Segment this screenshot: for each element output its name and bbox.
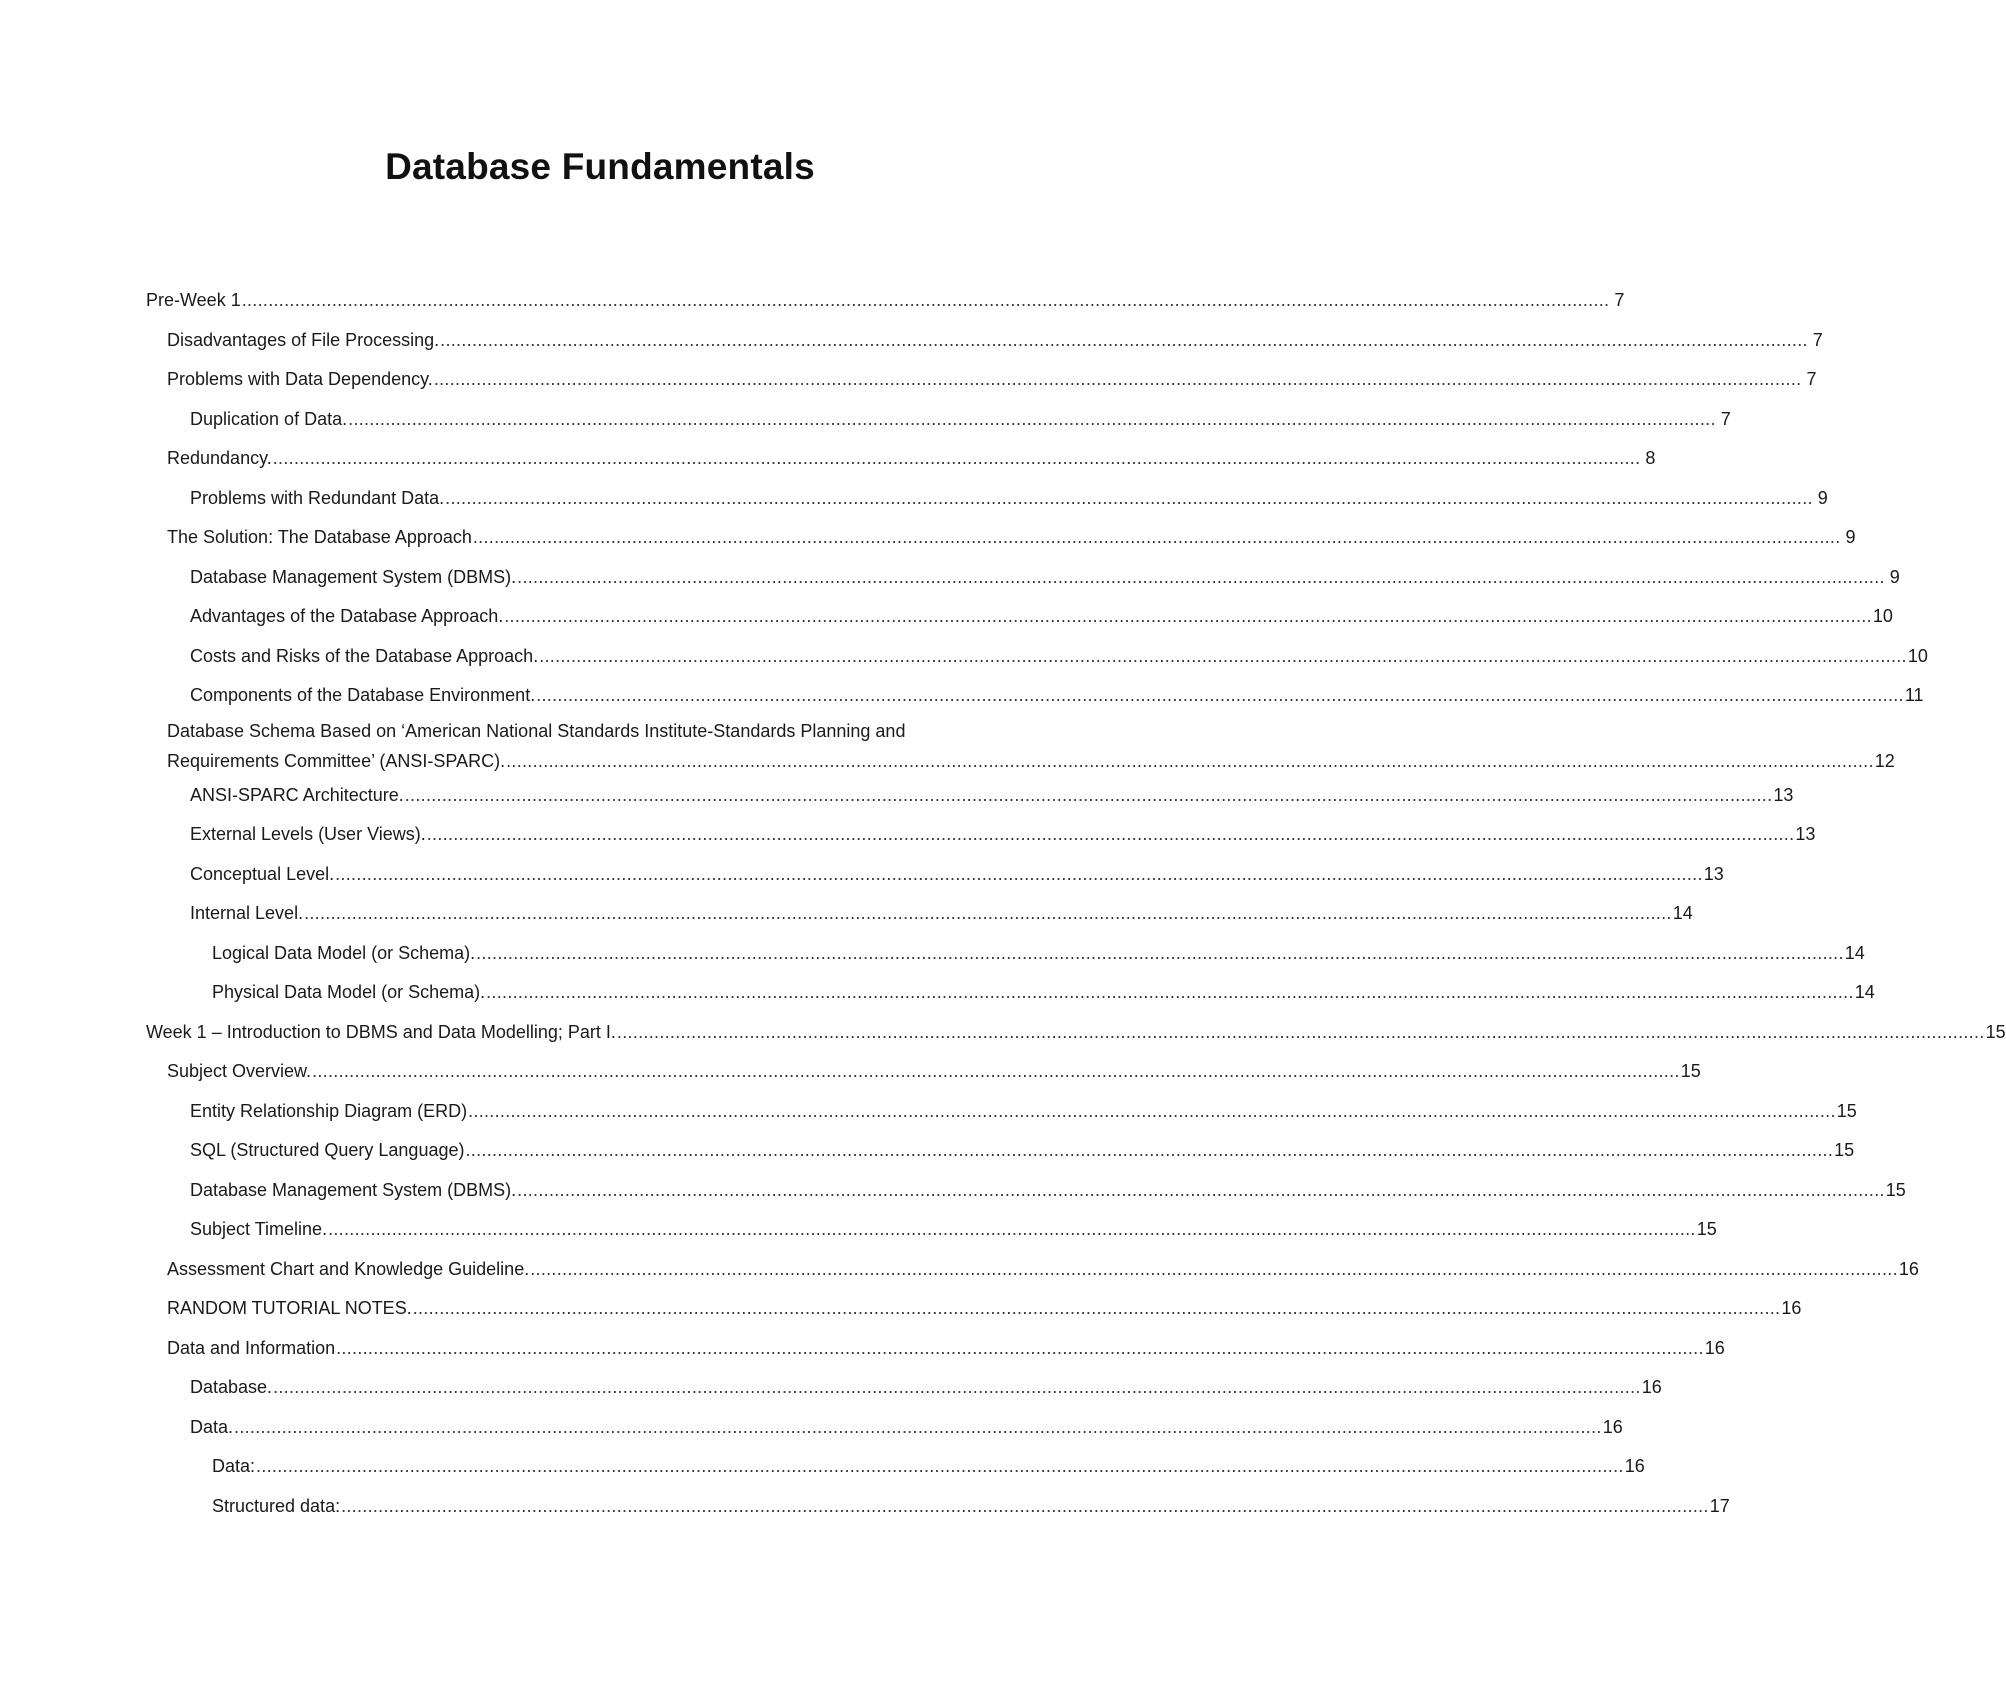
toc-entry[interactable]	[146, 1092, 1857, 1132]
toc-entry[interactable]	[146, 518, 1856, 558]
toc-entry-page: 15	[1985, 1021, 2006, 1042]
toc-entry-page: 15	[1696, 1219, 1717, 1239]
toc-entry-label-line1: Database Schema Based on ‘American National Standards Institute-Standards Planning and	[167, 720, 906, 741]
toc-entry[interactable]	[146, 776, 1794, 816]
toc-entry-page: 15	[1834, 1140, 1855, 1160]
toc-dot-leader	[506, 746, 1874, 776]
toc-dot-leader	[445, 479, 1813, 519]
toc-dot-leader	[336, 1329, 1704, 1369]
toc-dot-leader	[486, 973, 1854, 1013]
toc-entry-page: 15	[1836, 1100, 1857, 1121]
toc-entry[interactable]	[146, 894, 1693, 934]
toc-dot-leader	[341, 1487, 1709, 1527]
toc-entry-page: 16	[1602, 1416, 1623, 1437]
toc-entry[interactable]	[146, 479, 1828, 519]
toc-entry-page: 16	[1781, 1298, 1802, 1318]
toc-entry-label: ANSI-SPARC Architecture.	[190, 784, 404, 805]
toc-dot-leader	[312, 1052, 1680, 1092]
toc-dot-leader	[413, 1289, 1781, 1329]
toc-dot-leader	[434, 360, 1802, 400]
toc-entry-page: 13	[1703, 863, 1724, 884]
toc-entry[interactable]	[146, 360, 1817, 400]
toc-entry[interactable]	[146, 676, 1924, 716]
toc-dot-leader	[536, 676, 1904, 716]
toc-entry-label: RANDOM TUTORIAL NOTES.	[167, 1298, 412, 1318]
toc-dot-leader	[348, 400, 1716, 440]
toc-entry-page: 14	[1844, 942, 1865, 963]
toc-dot-leader	[468, 1092, 1836, 1132]
document-title: Database Fundamentals	[385, 146, 815, 187]
toc-entry-page: 7	[1812, 329, 1823, 350]
toc-entry-page: 14	[1854, 982, 1875, 1002]
toc-entry[interactable]	[146, 1013, 2006, 1053]
toc-entry-page: 7	[1806, 369, 1817, 389]
toc-entry-page: 10	[1907, 645, 1928, 666]
toc-entry[interactable]	[146, 1368, 1662, 1408]
toc-entry-label: Physical Data Model (or Schema).	[212, 982, 486, 1002]
toc-entry-label: Conceptual Level.	[190, 863, 335, 884]
toc-entry-page: 15	[1680, 1061, 1701, 1081]
toc-entry[interactable]	[146, 1250, 1919, 1290]
toc-dot-leader	[504, 597, 1872, 637]
toc-entry-label: The Solution: The Database Approach	[167, 527, 472, 547]
toc-entry-label: Entity Relationship Diagram (ERD)	[190, 1100, 468, 1121]
toc-entry-label: Problems with Data Dependency.	[167, 369, 433, 389]
toc-entry-page: 17	[1709, 1495, 1730, 1516]
toc-dot-leader	[440, 321, 1808, 361]
toc-entry-page: 16	[1898, 1258, 1919, 1279]
toc-dot-leader	[328, 1210, 1696, 1250]
toc-entry-page: 13	[1773, 784, 1794, 805]
toc-entry-page: 11	[1904, 685, 1924, 705]
toc-entry-label: Subject Timeline.	[190, 1219, 328, 1239]
toc-entry-label: Database Management System (DBMS).	[190, 1179, 517, 1200]
toc-entry[interactable]	[146, 558, 1900, 598]
toc-dot-leader	[335, 855, 1703, 895]
toc-entry-page: 16	[1704, 1337, 1725, 1358]
toc-entry-page: 9	[1817, 487, 1828, 508]
toc-entry[interactable]	[146, 973, 1875, 1013]
toc-dot-leader	[273, 1368, 1641, 1408]
toc-entry[interactable]	[146, 1210, 1717, 1250]
toc-entry-label-line2: Requirements Committee’ (ANSI-SPARC).	[167, 750, 506, 771]
toc-entry-page: 8	[1645, 448, 1656, 468]
toc-entry-label: Redundancy.	[167, 448, 272, 468]
toc-entry[interactable]	[146, 321, 1823, 361]
toc-entry[interactable]	[146, 1171, 1906, 1211]
toc-entry-label: Assessment Chart and Knowledge Guideline.	[167, 1258, 530, 1279]
toc-entry-label: Disadvantages of File Processing.	[167, 329, 440, 350]
toc-dot-leader	[234, 1408, 1602, 1448]
toc-entry-label: Data and Information	[167, 1337, 336, 1358]
toc-entry-label: Pre-Week 1	[146, 290, 241, 310]
toc-entry[interactable]	[146, 1408, 1623, 1448]
toc-entry-page: 12	[1874, 750, 1895, 771]
toc-entry[interactable]	[146, 1447, 1645, 1487]
toc-entry[interactable]	[146, 400, 1731, 440]
toc-entry-label: SQL (Structured Query Language)	[190, 1140, 465, 1160]
toc-entry[interactable]	[146, 716, 1895, 776]
toc-entry[interactable]	[146, 934, 1865, 974]
toc-entry-label: Week 1 – Introduction to DBMS and Data Modelling; Part I.	[146, 1021, 616, 1042]
toc-entry-page: 7	[1720, 408, 1731, 429]
toc-dot-leader	[242, 281, 1610, 321]
toc-dot-leader	[304, 894, 1672, 934]
toc-dot-leader	[476, 934, 1844, 974]
toc-dot-leader	[617, 1013, 1985, 1053]
toc-entry-wrapped	[167, 716, 1895, 776]
toc-entry[interactable]	[146, 1131, 1855, 1171]
toc-entry-label: Data.	[190, 1416, 234, 1437]
toc-entry-label: Database Management System (DBMS).	[190, 566, 517, 587]
toc-entry-label: Logical Data Model (or Schema).	[212, 942, 476, 963]
toc-dot-leader	[256, 1447, 1624, 1487]
toc-entry-label: Structured data:	[212, 1495, 341, 1516]
toc-entry-row	[167, 746, 1895, 776]
toc-entry-label: Database.	[190, 1377, 273, 1397]
toc-entry-label: Costs and Risks of the Database Approach.	[190, 645, 539, 666]
toc-dot-leader	[473, 518, 1841, 558]
toc-entry-label: Components of the Database Environment.	[190, 685, 536, 705]
toc-entry-label: Duplication of Data.	[190, 408, 348, 429]
toc-entry-page: 16	[1641, 1377, 1662, 1397]
toc-entry-page: 15	[1885, 1179, 1906, 1200]
toc-entry-page: 10	[1872, 606, 1893, 626]
toc-entry[interactable]	[146, 1329, 1725, 1369]
toc-entry-page: 14	[1672, 903, 1693, 923]
toc-dot-leader	[405, 776, 1773, 816]
toc-entry[interactable]	[146, 1052, 1701, 1092]
toc-entry[interactable]	[146, 597, 1893, 637]
toc-dot-leader	[517, 1171, 1885, 1211]
toc-entry-label: External Levels (User Views).	[190, 824, 426, 844]
toc-entry[interactable]	[146, 439, 1656, 479]
toc-dot-leader	[517, 558, 1885, 598]
table-of-contents	[146, 281, 2006, 1526]
toc-dot-leader	[427, 815, 1795, 855]
toc-entry[interactable]	[146, 815, 1816, 855]
toc-entry-page: 16	[1624, 1456, 1645, 1476]
toc-entry-page: 13	[1795, 824, 1816, 844]
toc-entry-page: 7	[1614, 290, 1625, 310]
toc-entry-page: 9	[1889, 566, 1900, 587]
toc-dot-leader	[530, 1250, 1898, 1290]
toc-dot-leader	[273, 439, 1641, 479]
toc-entry[interactable]	[146, 1487, 1730, 1527]
toc-entry-label: Internal Level.	[190, 903, 304, 923]
toc-entry[interactable]	[146, 281, 1625, 321]
toc-entry[interactable]	[146, 855, 1724, 895]
toc-dot-leader	[465, 1131, 1833, 1171]
toc-entry[interactable]	[146, 637, 1928, 677]
toc-dot-leader	[539, 637, 1907, 677]
toc-entry-label: Advantages of the Database Approach.	[190, 606, 504, 626]
toc-entry-page: 9	[1845, 527, 1856, 547]
toc-entry-label: Data:	[212, 1456, 256, 1476]
toc-entry-label: Problems with Redundant Data.	[190, 487, 445, 508]
toc-entry[interactable]	[146, 1289, 1802, 1329]
toc-entry-label: Subject Overview.	[167, 1061, 312, 1081]
